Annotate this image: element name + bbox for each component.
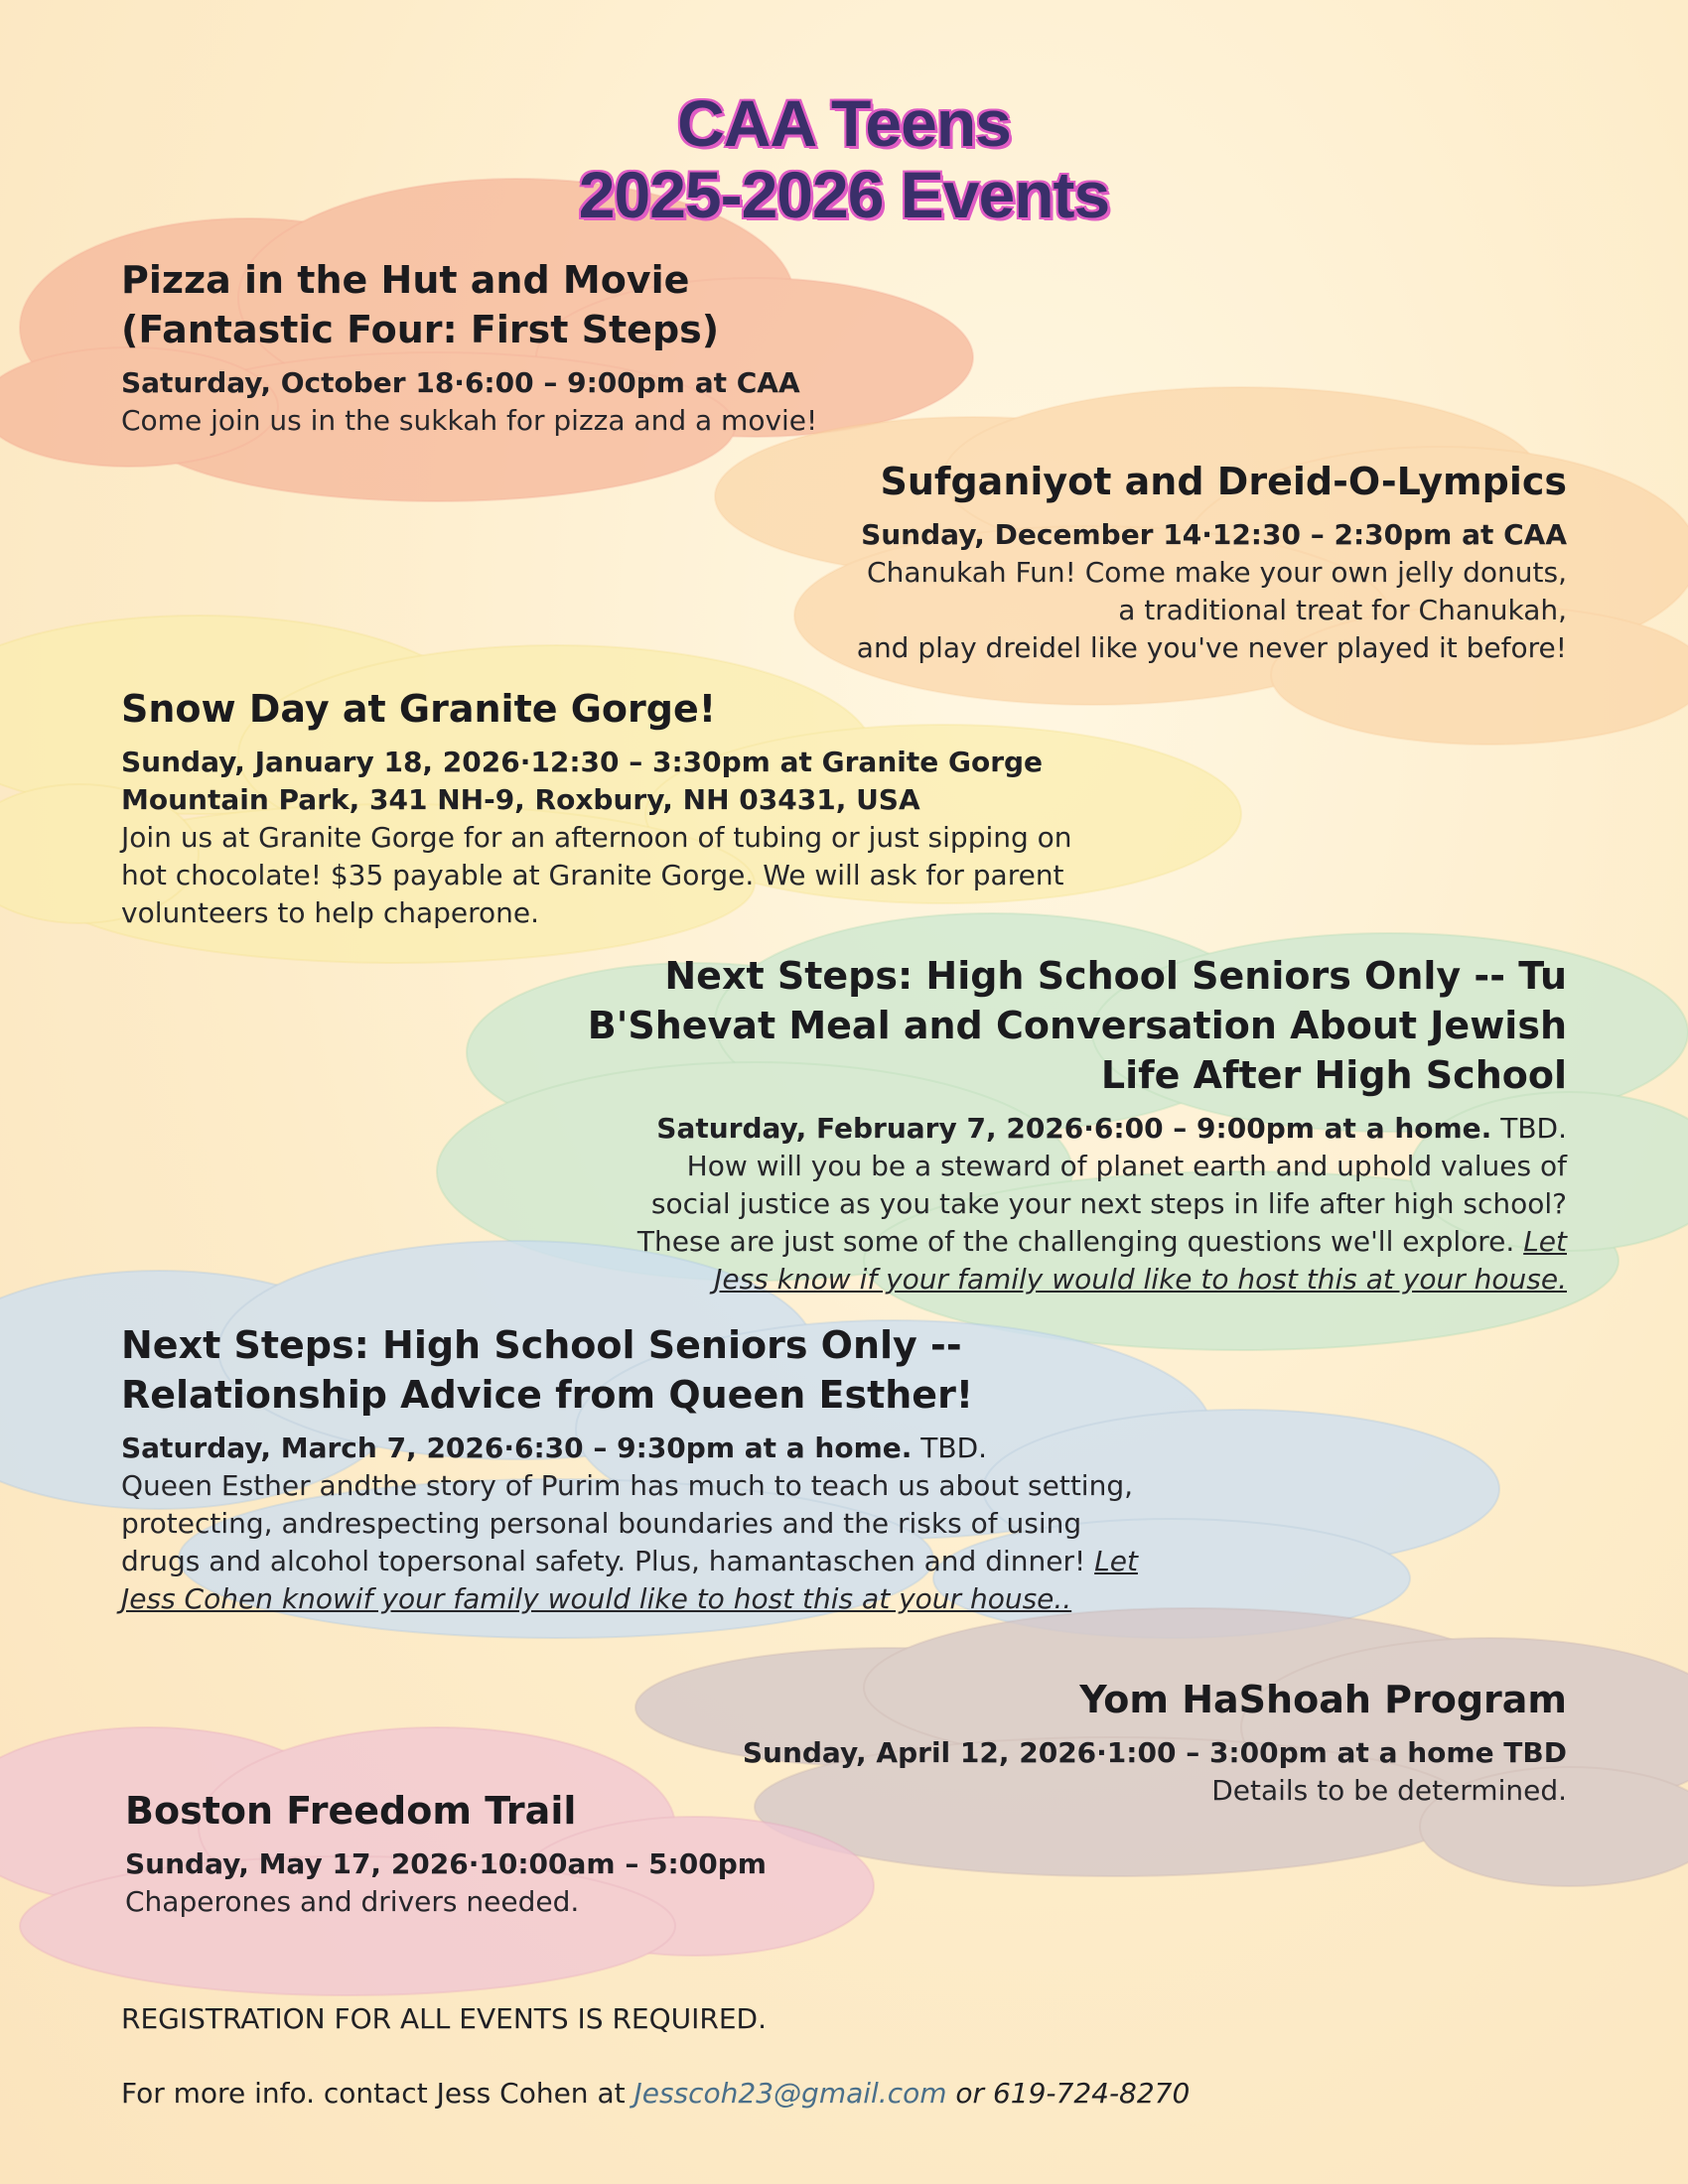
event-date — [121, 1430, 1313, 1467]
event-description: Details to be determined. — [1211, 1774, 1567, 1807]
event-title-line: Pizza in the Hut and Movie — [121, 258, 690, 302]
description-line: and play dreidel like you've never played it before! — [856, 631, 1567, 664]
event-description: Chaperones and drivers needed. — [125, 1885, 580, 1918]
event-title-line: (Fantastic Four: First Steps) — [121, 308, 720, 351]
event-title — [121, 255, 1015, 354]
description-line: protecting, andrespecting personal boundaries and the risks of using — [121, 1507, 1082, 1540]
event-sufganiyot — [574, 457, 1567, 667]
event-pizza-movie — [121, 255, 1015, 440]
date-light: TBD. — [912, 1432, 988, 1464]
description-line: social justice as you take your next steps in life after high school? — [650, 1187, 1567, 1220]
phone-number: or 619-724-8270 — [946, 2077, 1191, 2110]
email-link[interactable]: Jesscoh23@gmail.com — [633, 2077, 947, 2110]
date-line: Sunday, January 18, 2026·12:30 – 3:30pm at Granite Gorge — [121, 746, 1044, 778]
description-line — [121, 1543, 1313, 1580]
event-date: Saturday, October 18·6:00 – 9:00pm at CAA — [121, 366, 800, 399]
page-title — [0, 87, 1688, 230]
event-snow-day — [121, 684, 1213, 932]
event-title-line: B'Shevat Meal and Conversation About Jewish — [587, 1004, 1567, 1047]
event-description — [121, 1467, 1313, 1618]
event-date — [121, 744, 1213, 819]
contact-prefix: For more info. contact Jess Cohen at — [121, 2077, 634, 2110]
event-date: Sunday, May 17, 2026·10:00am – 5:00pm — [125, 1847, 767, 1880]
description-line — [475, 1223, 1567, 1261]
description-line — [121, 1580, 1313, 1618]
event-boston-freedom-trail — [125, 1786, 1019, 1921]
description-line: volunteers to help chaperone. — [121, 896, 540, 929]
description-line: hot chocolate! $35 payable at Granite Gorge. We will ask for parent — [121, 859, 1064, 891]
event-title: Sufganiyot and Dreid-O-Lympics — [880, 460, 1567, 503]
event-description — [475, 1148, 1567, 1298]
event-title-line: Next Steps: High School Seniors Only -- Tu — [664, 954, 1567, 998]
host-link[interactable]: Jess Cohen knowif your family would like to host this at your house.. — [121, 1582, 1072, 1615]
description-line: Queen Esther andthe story of Purim has much to teach us about setting, — [121, 1469, 1133, 1502]
description-line: Join us at Granite Gorge for an afternoon of tubing or just sipping on — [121, 821, 1072, 854]
event-title: Boston Freedom Trail — [125, 1789, 577, 1833]
description-line — [475, 1261, 1567, 1298]
description-text: These are just some of the challenging questions we'll explore. — [636, 1225, 1515, 1258]
event-title — [121, 1320, 1313, 1420]
description-line: a traditional treat for Chanukah, — [1118, 594, 1567, 626]
event-title-line: Relationship Advice from Queen Esther! — [121, 1373, 974, 1417]
event-title-line: Life After High School — [1100, 1053, 1567, 1097]
event-description — [574, 554, 1567, 667]
event-title-line: Next Steps: High School Seniors Only -- — [121, 1323, 962, 1367]
event-description — [121, 819, 1213, 932]
event-date: Sunday, April 12, 2026·1:00 – 3:00pm at a home TBD — [742, 1736, 1567, 1769]
event-date: Sunday, December 14·12:30 – 2:30pm at CAA — [861, 518, 1567, 551]
host-link[interactable]: Let — [1523, 1225, 1567, 1258]
description-text: drugs and alcohol topersonal safety. Plus, hamantaschen and dinner! — [121, 1545, 1086, 1577]
registration-notice: REGISTRATION FOR ALL EVENTS IS REQUIRED. — [121, 2002, 768, 2035]
description-line: How will you be a steward of planet earth and uphold values of — [686, 1150, 1567, 1182]
host-link[interactable]: Jess know if your family would like to host this at your house. — [714, 1263, 1567, 1296]
date-light: TBD. — [1491, 1112, 1567, 1145]
event-title — [475, 951, 1567, 1100]
title-line-1: CAA Teens — [677, 86, 1011, 160]
date-bold: Saturday, March 7, 2026·6:30 – 9:30pm at a home. — [121, 1432, 913, 1464]
event-description: Come join us in the sukkah for pizza and a movie! — [121, 404, 818, 437]
event-title: Snow Day at Granite Gorge! — [121, 687, 717, 731]
date-line: Mountain Park, 341 NH-9, Roxbury, NH 03431, USA — [121, 783, 920, 816]
description-line: Chanukah Fun! Come make your own jelly donuts, — [867, 556, 1567, 589]
event-title: Yom HaShoah Program — [1079, 1678, 1567, 1721]
host-link[interactable]: Let — [1094, 1545, 1138, 1577]
date-bold: Saturday, February 7, 2026·6:00 – 9:00pm at a home. — [656, 1112, 1492, 1145]
title-line-2: 2025-2026 Events — [578, 158, 1110, 231]
event-queen-esther — [121, 1320, 1313, 1618]
contact-info — [121, 2075, 1190, 2113]
event-tu-bshevat — [475, 951, 1567, 1298]
event-date — [475, 1110, 1567, 1148]
